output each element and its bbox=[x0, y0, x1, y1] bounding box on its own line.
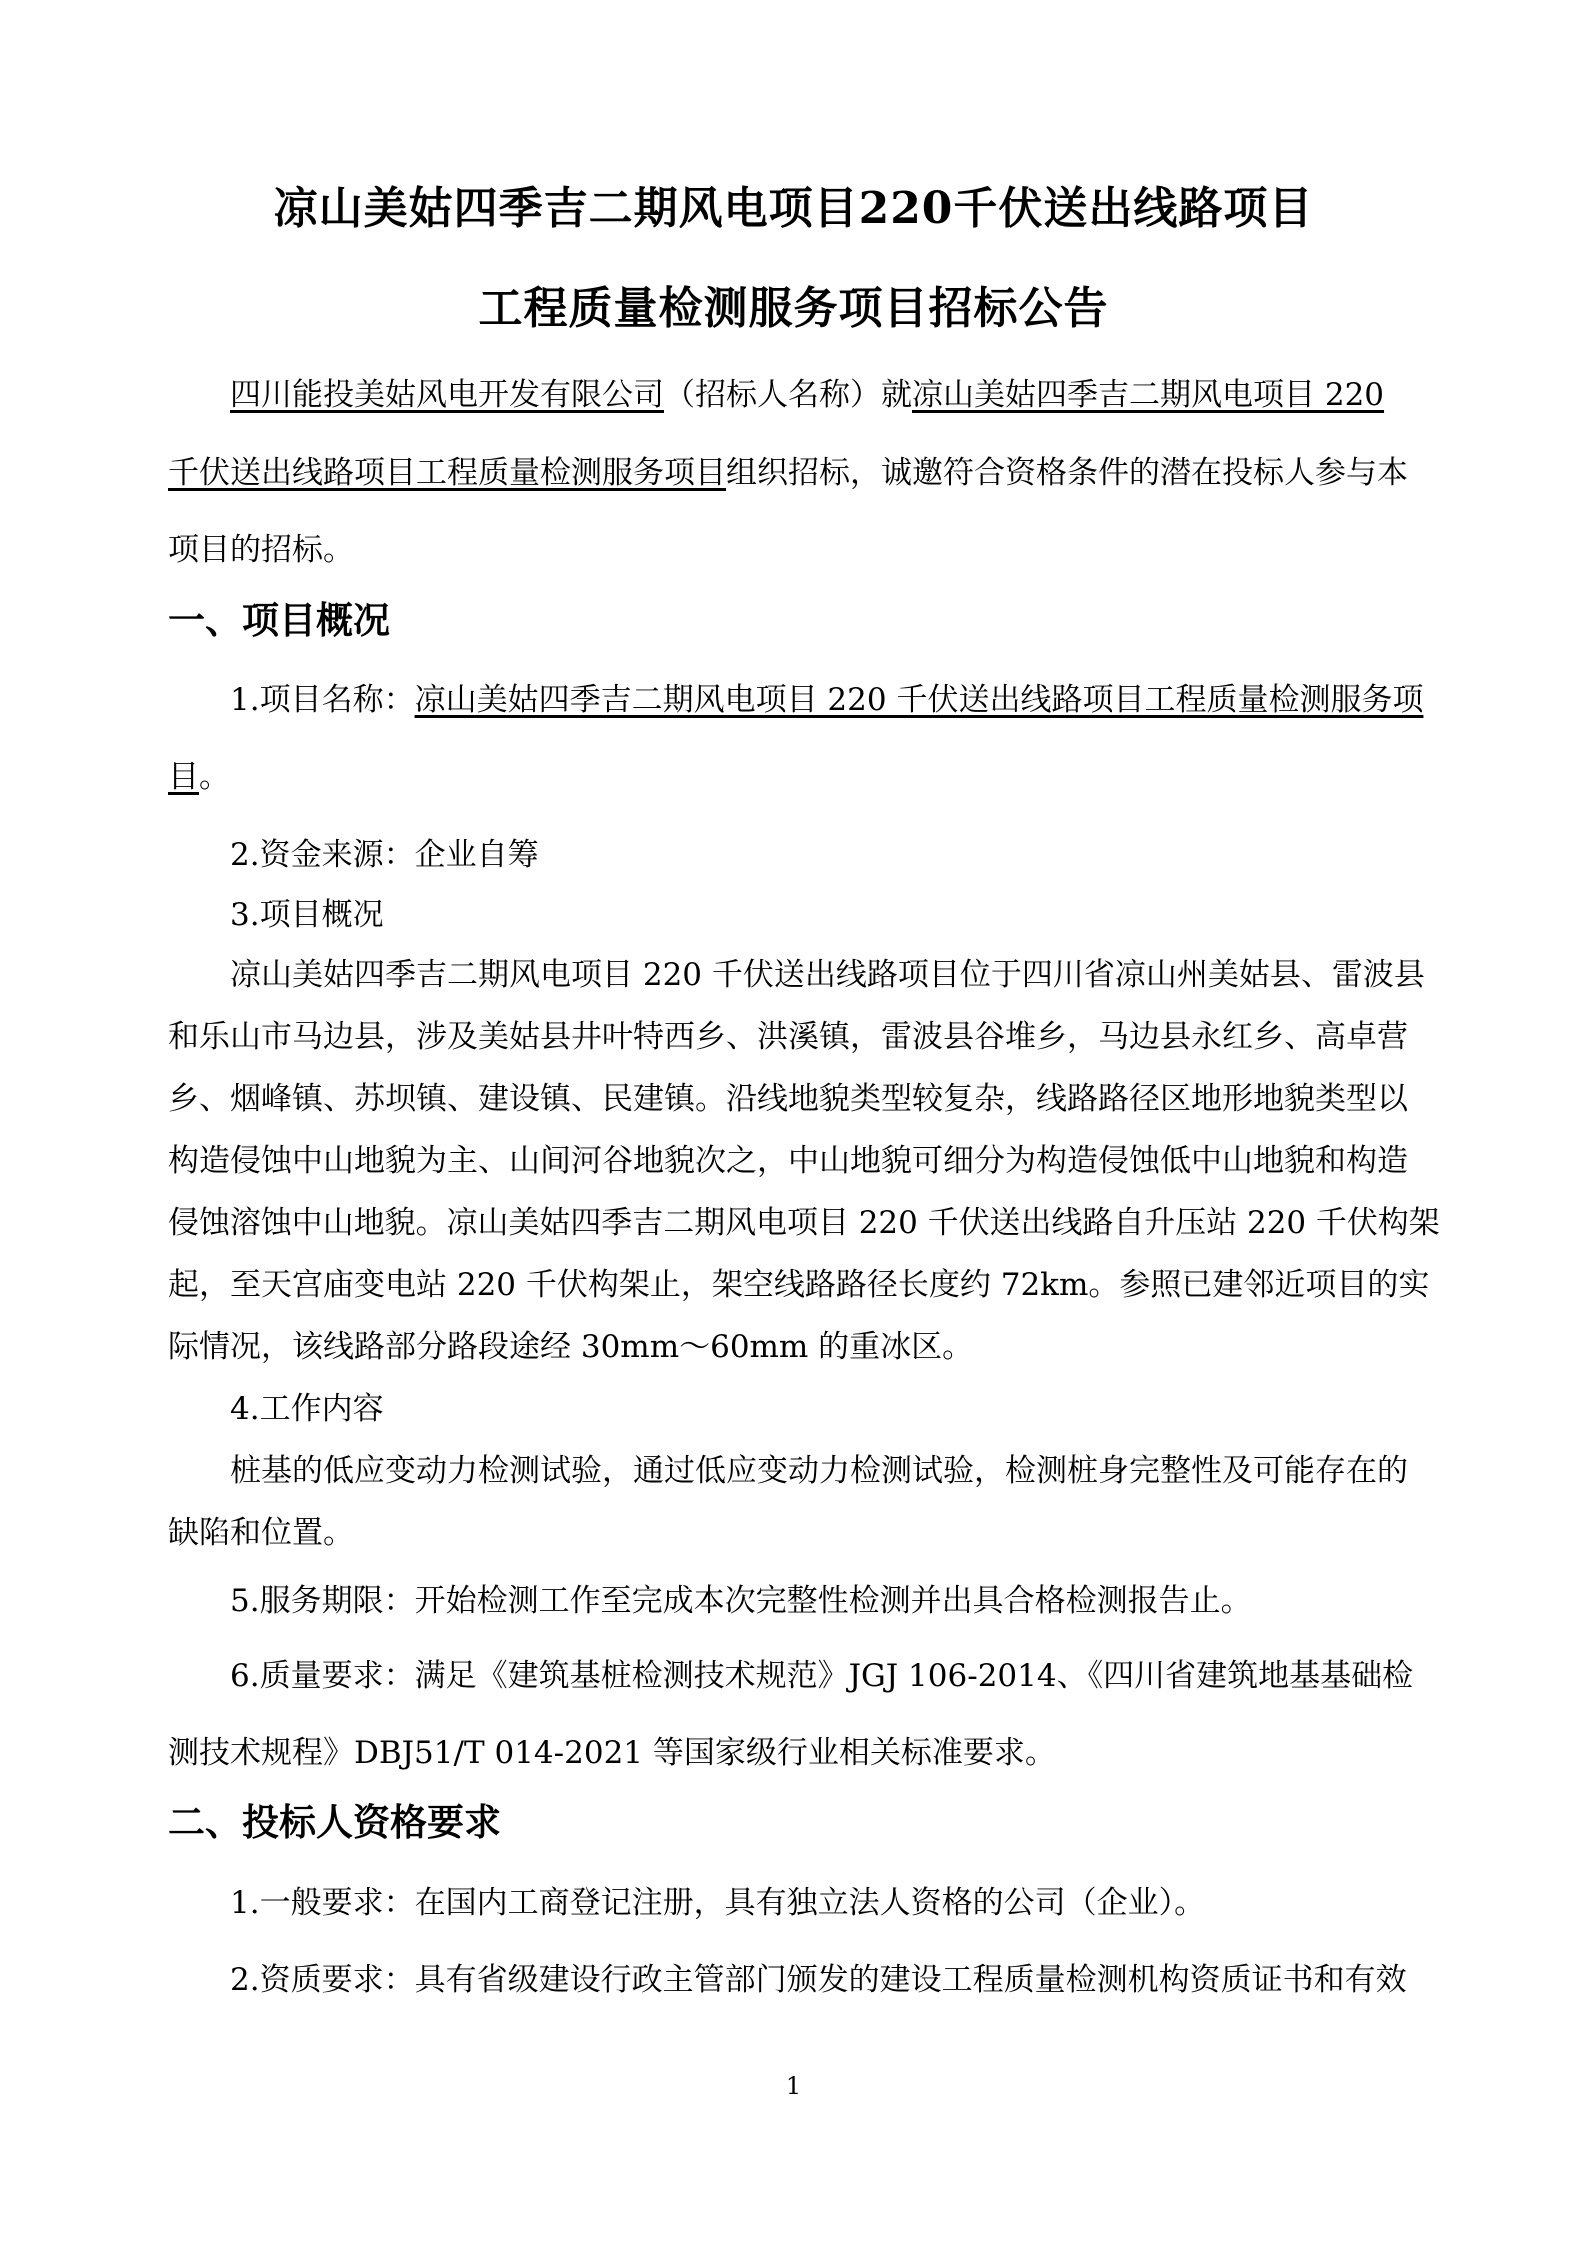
bidder-note: （招标人名称）就 bbox=[664, 377, 912, 413]
item1-project-name: 凉山美姑四季吉二期风电项目 220 千伏送出线路项目工程质量检测服务项 bbox=[414, 682, 1424, 718]
item3-text-line: 际情况，该线路部分路段途经 30mm～60mm 的重冰区。 bbox=[168, 1329, 974, 1365]
item2-funding: 2.资金来源：企业自筹 bbox=[230, 837, 539, 873]
item1-project-name-end: 目 bbox=[168, 759, 199, 795]
item3-text-line: 凉山美姑四季吉二期风电项目 220 千伏送出线路项目位于四川省凉山州美姑县、雷波县 bbox=[230, 957, 1425, 993]
intro-line2-rest: 组织招标，诚邀符合资格条件的潜在投标人参与本 bbox=[726, 455, 1408, 491]
item3-text-line: 起，至天宫庙变电站 220 千伏构架止，架空线路路径长度约 72km。参照已建邻近项目的实 bbox=[168, 1267, 1430, 1303]
project-name-part2: 千伏送出线路项目工程质量检测服务项目 bbox=[168, 455, 726, 491]
intro-line1 bbox=[230, 375, 1384, 415]
doc-title-line2: 工程质量检测服务项目招标公告 bbox=[478, 283, 1109, 334]
item4-text-line: 缺陷和位置。 bbox=[168, 1515, 354, 1551]
item3-text-line: 和乐山市马边县，涉及美姑县井叶特西乡、洪溪镇，雷波县谷堆乡，马边县永红乡、高卓营 bbox=[168, 1019, 1408, 1055]
item1-period: 。 bbox=[199, 759, 230, 795]
item3-text-line: 构造侵蚀中山地貌为主、山间河谷地貌次之，中山地貌可细分为构造侵蚀低中山地貌和构造 bbox=[168, 1143, 1408, 1179]
project-name-part1: 凉山美姑四季吉二期风电项目 220 bbox=[912, 377, 1385, 413]
item1-line1 bbox=[230, 680, 1423, 720]
item3-text-line: 乡、烟峰镇、苏坝镇、建设镇、民建镇。沿线地貌类型较复杂，线路路径区地形地貌类型以 bbox=[168, 1081, 1408, 1117]
item1-line2 bbox=[168, 757, 230, 797]
bidder-name: 四川能投美姑风电开发有限公司 bbox=[230, 377, 664, 413]
page-number: 1 bbox=[785, 2072, 802, 2100]
qualification-item2: 2.资质要求：具有省级建设行政主管部门颁发的建设工程质量检测机构资质证书和有效 bbox=[230, 1962, 1407, 1998]
item6-text-line: 6.质量要求：满足《建筑基桩检测技术规范》JGJ 106-2014、《四川省建筑地基基础检 bbox=[230, 1658, 1414, 1694]
section-heading-overview: 一、项目概况 bbox=[168, 598, 390, 642]
item3-text-line: 侵蚀溶蚀中山地貌。凉山美姑四季吉二期风电项目 220 千伏送出线路自升压站 220 千伏构架 bbox=[168, 1205, 1440, 1241]
intro-line3: 项目的招标。 bbox=[168, 532, 354, 568]
item4-text-line: 桩基的低应变动力检测试验，通过低应变动力检测试验，检测桩身完整性及可能存在的 bbox=[230, 1453, 1408, 1489]
item6-text-line: 测技术规程》DBJ51/T 014-2021 等国家级行业相关标准要求。 bbox=[168, 1735, 1056, 1771]
intro-line2 bbox=[168, 453, 1408, 493]
qualification-item1: 1.一般要求：在国内工商登记注册，具有独立法人资格的公司（企业）。 bbox=[230, 1885, 1206, 1921]
item4-label: 4.工作内容 bbox=[230, 1391, 384, 1427]
section-heading-qualification: 二、投标人资格要求 bbox=[168, 1800, 501, 1844]
item1-label: 1.项目名称： bbox=[230, 682, 415, 718]
item5-service-period: 5.服务期限：开始检测工作至完成本次完整性检测并出具合格检测报告止。 bbox=[230, 1583, 1252, 1619]
doc-title-line1: 凉山美姑四季吉二期风电项目220千伏送出线路项目 bbox=[273, 183, 1314, 234]
item3-label: 3.项目概况 bbox=[230, 897, 384, 933]
